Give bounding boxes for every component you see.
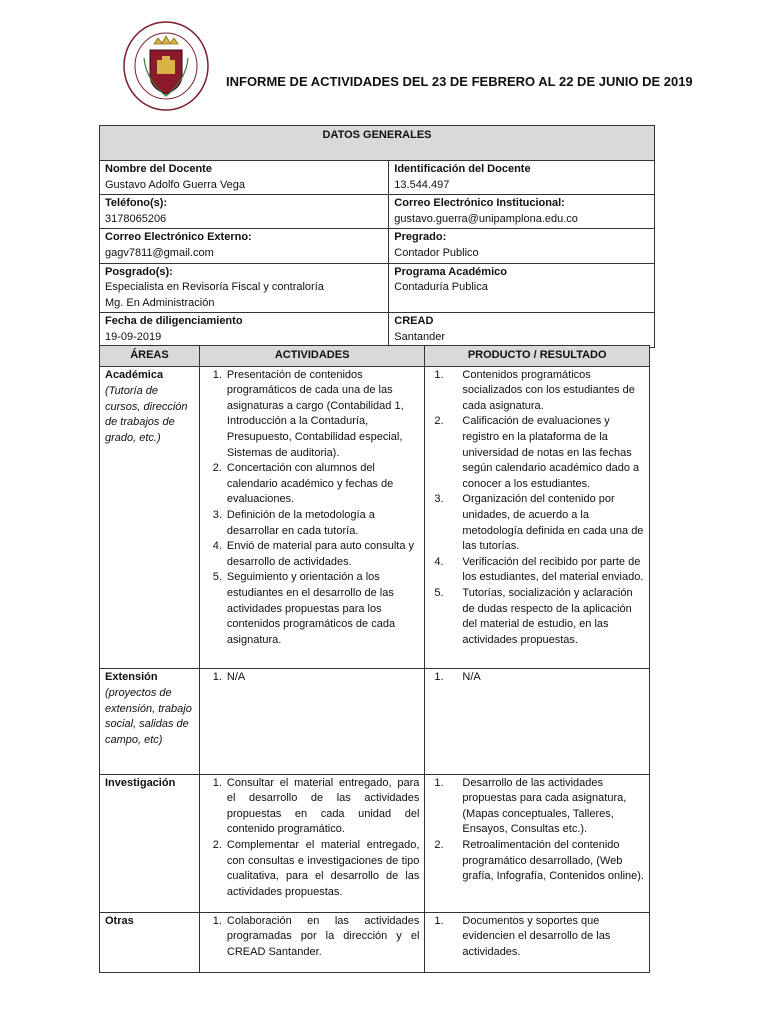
general-row <box>100 229 655 263</box>
product-cell <box>425 366 650 668</box>
list-item <box>205 570 419 648</box>
item-number: 1. <box>212 776 222 789</box>
field-label: Programa Académico <box>394 265 507 278</box>
general-row <box>100 195 655 229</box>
item-text: Complementar el material entregado, con consultas e investigaciones de tipo cualitativa, para el desarrollo de las actividades propuestas. <box>226 838 420 898</box>
activities-table <box>99 345 650 973</box>
item-number: 1. <box>434 914 444 927</box>
item-number: 3. <box>434 493 444 506</box>
item-number: 2. <box>434 415 444 428</box>
item-number: 4. <box>212 540 222 553</box>
field-label: Pregrado: <box>394 231 447 244</box>
item-number: 1. <box>434 776 444 789</box>
list-item <box>205 670 419 686</box>
area-name: Otras <box>105 914 134 927</box>
general-row <box>100 263 655 313</box>
general-data-heading: DATOS GENERALES <box>100 126 655 161</box>
activities-list <box>205 670 419 686</box>
item-number: 2. <box>212 462 222 475</box>
field-value: Contaduría Publica <box>394 281 488 294</box>
activity-row <box>100 668 650 774</box>
item-number: 3. <box>212 508 222 521</box>
field-value: Gustavo Adolfo Guerra Vega <box>105 178 246 191</box>
col-header-product: PRODUCTO / RESULTADO <box>425 346 650 367</box>
field-label: Identificación del Docente <box>394 163 531 175</box>
col-header-areas: ÁREAS <box>100 346 200 367</box>
general-cell-left <box>100 195 389 229</box>
general-cell-left <box>100 263 389 313</box>
activities-cell <box>199 774 424 912</box>
area-cell <box>100 774 200 912</box>
field-value: Contador Publico <box>394 246 479 259</box>
activities-cell <box>199 912 424 972</box>
field-label: Nombre del Docente <box>105 163 212 175</box>
product-cell <box>425 668 650 774</box>
field-value: gagv7811@gmail.com <box>105 246 214 259</box>
general-cell-right <box>389 313 655 347</box>
item-text: Seguimiento y orientación a los estudiantes en el desarrollo de las actividades propuestas para los contenidos programáticos de cada asignatura. <box>226 571 396 646</box>
field-value: Santander <box>394 330 446 343</box>
item-text: Concertación con alumnos del calendario académico y fechas de evaluaciones. <box>226 462 394 506</box>
item-text: Calificación de evaluaciones y registro en la plataforma de la universidad de notas en las fechas según calendario académico dado a conocer a los estudiantes. <box>462 415 640 490</box>
activities-cell <box>199 668 424 774</box>
area-note: (proyectos de extensión, trabajo social, salidas de campo, etc) <box>105 687 192 746</box>
item-number: 1. <box>434 368 444 381</box>
item-text: Desarrollo de las actividades propuestas para cada asignatura, (Mapas conceptuales, Talleres, Ensayos, Consultas etc.). <box>462 776 627 836</box>
item-number: 5. <box>212 571 222 584</box>
product-list <box>430 914 644 961</box>
activities-list <box>205 914 419 961</box>
item-number: 1. <box>434 670 444 683</box>
field-value: 3178065206 <box>105 212 167 225</box>
activity-row <box>100 912 650 972</box>
list-item <box>430 414 644 492</box>
list-item <box>430 368 644 415</box>
field-label: Fecha de diligenciamiento <box>105 315 243 328</box>
item-text: Envió de material para auto consulta y desarrollo de actividades. <box>226 540 415 568</box>
list-item <box>430 914 644 961</box>
field-label: Correo Electrónico Externo: <box>105 231 252 244</box>
list-item <box>430 492 644 554</box>
item-text: Definición de la metodología a desarrollar en cada tutoría. <box>226 508 375 537</box>
item-text: Retroalimentación del contenido programático desarrollado, (Web grafía, Infografía, Contenidos online). <box>462 838 645 883</box>
item-text: Verificación del recibido por parte de los estudiantes, del material enviado. <box>462 555 644 584</box>
general-cell-right <box>389 229 655 263</box>
item-text: Documentos y soportes que evidencien el desarrollo de las actividades. <box>462 914 611 958</box>
university-seal-logo <box>122 20 210 112</box>
field-label: CREAD <box>394 315 434 328</box>
product-cell <box>425 774 650 912</box>
item-text: Consultar el material entregado, para el desarrollo de las actividades propuestas en cada unidad del contenido programático. <box>226 776 420 836</box>
general-row <box>100 161 655 195</box>
item-number: 2. <box>434 838 444 851</box>
list-item <box>430 838 644 885</box>
product-cell <box>425 912 650 972</box>
field-label: Teléfono(s): <box>105 197 168 210</box>
item-text: Colaboración en las actividades programadas por la dirección y el CREAD Santander. <box>226 914 420 958</box>
field-value: 13.544.497 <box>394 178 450 191</box>
list-item <box>430 776 644 838</box>
activity-row <box>100 774 650 912</box>
activities-list <box>205 776 419 901</box>
product-list <box>430 368 644 649</box>
field-label: Correo Electrónico Institucional: <box>394 197 565 210</box>
report-title: INFORME DE ACTIVIDADES DEL 23 DE FEBRERO AL 22 DE JUNIO DE 2019 <box>226 74 693 89</box>
item-text: Tutorías, socialización y aclaración de dudas respecto de la aplicación del material de estudio, en las actividades propuestas. <box>462 586 633 646</box>
item-text: Presentación de contenidos programáticos de cada una de las asignaturas a cargo (Contabilidad 1, Introducción a la Contaduría, Presupuesto, Contabilidad especial, Sistemas de auditoria). <box>226 368 404 459</box>
field-value: Especialista en Revisoría Fiscal y contraloría <box>105 281 324 294</box>
product-list <box>430 670 644 686</box>
col-header-activities: ACTIVIDADES <box>199 346 424 367</box>
field-value: Mg. En Administración <box>105 296 215 309</box>
general-cell-left <box>100 229 389 263</box>
area-name: Investigación <box>105 776 176 789</box>
general-cell-right <box>389 161 655 195</box>
product-list <box>430 776 644 885</box>
list-item <box>205 368 419 462</box>
area-name: Extensión <box>105 670 158 683</box>
list-item <box>430 586 644 648</box>
general-cell-left <box>100 161 389 195</box>
item-text: Organización del contenido por unidades, de acuerdo a la metodología definida en cada una de las tutorías. <box>462 493 644 553</box>
item-text: Contenidos programáticos socializados con los estudiantes de cada asignatura. <box>462 368 635 412</box>
field-value: gustavo.guerra@unipamplona.edu.co <box>394 212 578 225</box>
activities-cell <box>199 366 424 668</box>
activities-list <box>205 368 419 649</box>
item-number: 2. <box>212 838 222 851</box>
list-item <box>205 508 419 539</box>
field-label: Posgrado(s): <box>105 265 173 278</box>
area-cell <box>100 912 200 972</box>
item-number: 1. <box>212 914 222 927</box>
area-name: Académica <box>105 368 164 381</box>
item-number: 5. <box>434 586 444 599</box>
general-data-table <box>99 125 655 348</box>
item-text: N/A <box>226 670 246 683</box>
general-cell-right <box>389 195 655 229</box>
list-item <box>205 461 419 508</box>
field-value: 19-09-2019 <box>105 330 162 343</box>
area-cell <box>100 366 200 668</box>
area-note: (Tutoría de cursos, dirección de trabajos de grado, etc.) <box>105 385 188 444</box>
item-number: 1. <box>212 368 222 381</box>
item-number: 1. <box>212 670 222 683</box>
item-text: N/A <box>462 670 481 683</box>
general-cell-left <box>100 313 389 347</box>
list-item <box>205 914 419 961</box>
list-item <box>205 539 419 570</box>
general-cell-right <box>389 263 655 313</box>
list-item <box>430 555 644 586</box>
general-row <box>100 313 655 347</box>
list-item <box>205 776 419 838</box>
list-item <box>430 670 644 686</box>
list-item <box>205 838 419 900</box>
area-cell <box>100 668 200 774</box>
activity-row <box>100 366 650 668</box>
item-number: 4. <box>434 555 444 568</box>
